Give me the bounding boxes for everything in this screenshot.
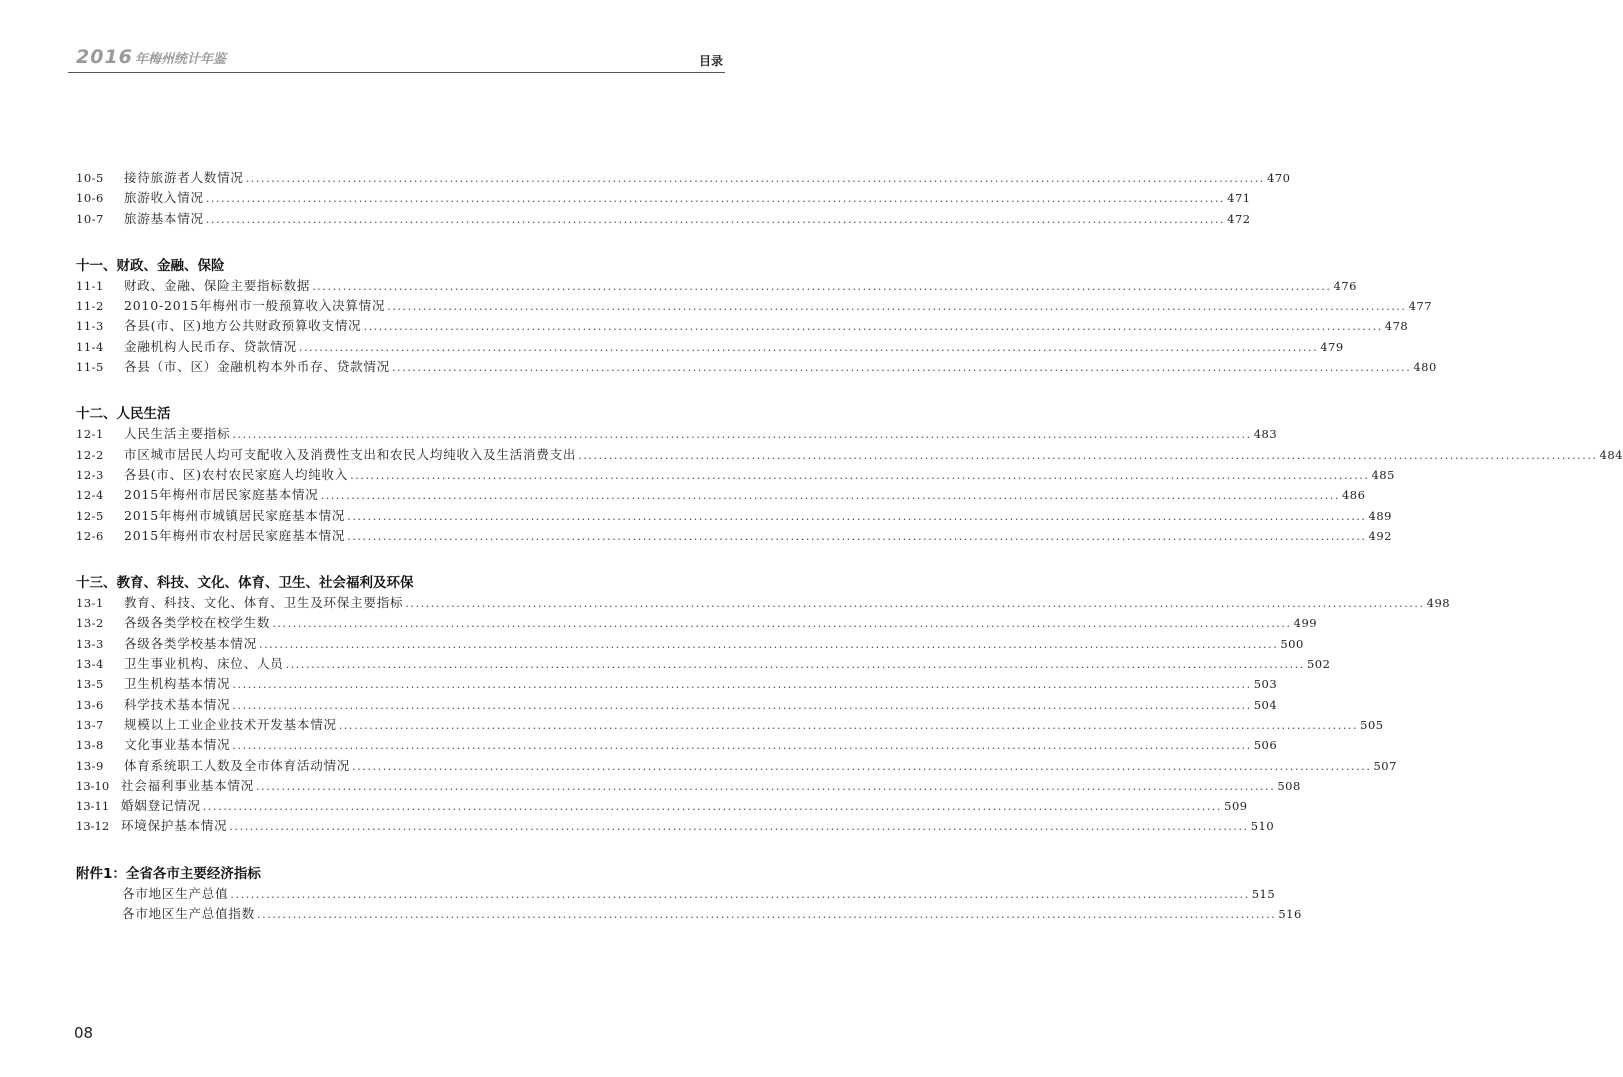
dot-leader: ........................................................................................................................................................................................................ (387, 300, 1407, 314)
entry-title: 财政、金融、保险主要指标数据 (124, 277, 311, 293)
dot-leader: ........................................................................................................................................................................................................ (405, 597, 1425, 611)
section-label: 目录 (698, 54, 723, 68)
toc-entry[interactable] (76, 526, 1392, 546)
toc-entry[interactable] (76, 465, 1395, 485)
toc-entry[interactable] (76, 424, 1278, 444)
dot-leader: ........................................................................................................................................................................................................ (232, 678, 1252, 692)
entry-page-number: 498 (1426, 596, 1451, 611)
entry-number: 13-11 (76, 799, 110, 814)
toc-entry[interactable] (76, 674, 1278, 694)
entry-title: 2015年梅州市农村居民家庭基本情况 (124, 527, 346, 543)
toc-entry[interactable] (76, 168, 1291, 188)
entry-number: 12-6 (76, 528, 104, 543)
toc-entry[interactable] (76, 796, 1248, 816)
dot-leader: ........................................................................................................................................................................................................ (272, 617, 1292, 631)
entry-title: 文化事业基本情况 (124, 737, 231, 753)
toc-entry[interactable] (76, 296, 1433, 316)
entry-page-number: 477 (1408, 299, 1433, 314)
entry-number: 13-1 (76, 596, 104, 611)
entry-number: 13-3 (76, 636, 104, 651)
entry-page-number: 478 (1384, 319, 1409, 334)
entry-title: 人民生活主要指标 (124, 426, 231, 442)
entry-title: 各级各类学校基本情况 (124, 635, 258, 651)
entry-page-number: 489 (1368, 508, 1392, 523)
entry-number: 12-1 (76, 427, 104, 442)
entry-title: 2015年梅州市城镇居民家庭基本情况 (124, 507, 346, 523)
entry-page-number: 480 (1413, 360, 1437, 375)
toc-entry[interactable] (76, 276, 1357, 296)
entry-page-number: 505 (1360, 717, 1384, 732)
toc-entry[interactable] (76, 634, 1304, 654)
entry-title: 各级各类学校在校学生数 (124, 615, 271, 631)
toc-entry[interactable] (76, 337, 1344, 357)
entry-page-number: 510 (1250, 819, 1275, 834)
toc-entry[interactable] (76, 506, 1392, 526)
entry-number: 12-4 (76, 488, 104, 503)
entry-title: 各县(市、区)地方公共财政预算收支情况 (124, 318, 362, 334)
entry-page-number: 471 (1227, 191, 1251, 206)
entry-number: 10-6 (76, 191, 104, 206)
dot-leader: ........................................................................................................................................................................................................ (347, 529, 1367, 543)
entry-title: 各县(市、区)农村农民家庭人均纯收入 (124, 466, 349, 482)
toc-entry[interactable] (76, 756, 1397, 776)
toc-entry[interactable] (76, 357, 1437, 377)
entry-number: 13-12 (76, 819, 110, 834)
entry-title: 旅游收入情况 (124, 190, 204, 206)
dot-leader: ........................................................................................................................................................................................................ (245, 172, 1266, 185)
toc-entry[interactable] (76, 209, 1251, 229)
toc-entry[interactable] (76, 593, 1451, 613)
dot-leader: ........................................................................................................................................................................................................ (256, 779, 1276, 793)
dot-leader: ........................................................................................................................................................................................................ (312, 279, 1332, 293)
toc-section (76, 168, 1291, 229)
entry-page-number: 508 (1277, 778, 1301, 793)
entry-page-number: 515 (1251, 886, 1276, 901)
toc-section (76, 864, 1302, 925)
section-heading: 附件1：全省各市主要经济指标 (76, 865, 261, 882)
entry-number: 12-3 (76, 467, 104, 482)
entry-title: 科学技术基本情况 (124, 696, 231, 712)
entry-number: 11-1 (76, 278, 104, 293)
dot-leader: ........................................................................................................................................................................................................ (363, 320, 1383, 334)
entry-title: 教育、科技、文化、体育、卫生及环保主要指标 (124, 595, 404, 611)
entry-page-number: 483 (1253, 427, 1278, 442)
dot-leader: ........................................................................................................................................................................................................ (352, 759, 1372, 773)
section-heading: 十三、教育、科技、文化、体育、卫生、社会福利及环保 (76, 575, 414, 592)
dot-leader: ........................................................................................................................................................................................................ (257, 908, 1277, 922)
entry-title: 2010-2015年梅州市一般预算收入决算情况 (124, 298, 386, 314)
dot-leader: ........................................................................................................................................................................................................ (230, 887, 1250, 901)
entry-number: 13-8 (76, 738, 104, 753)
dot-leader: ........................................................................................................................................................................................................ (392, 361, 1412, 375)
dot-leader: ........................................................................................................................................................................................................ (205, 212, 1226, 226)
dot-leader: ........................................................................................................................................................................................................ (578, 448, 1598, 462)
entry-number: 11-4 (76, 339, 104, 354)
toc-entry[interactable] (76, 715, 1384, 735)
entry-number: 13-10 (76, 778, 110, 793)
entry-page-number: 479 (1320, 339, 1344, 354)
dot-leader: ........................................................................................................................................................................................................ (232, 428, 1252, 442)
entry-title: 环境保护基本情况 (121, 818, 228, 834)
entry-page-number: 484 (1599, 447, 1623, 462)
toc-entry[interactable] (76, 485, 1366, 505)
toc-entry[interactable] (76, 816, 1275, 836)
entry-page-number: 509 (1224, 799, 1248, 814)
entry-title: 市区城市居民人均可支配收入及消费性支出和农民人均纯收入及生活消费支出 (124, 446, 577, 462)
entry-number: 13-5 (76, 677, 104, 692)
entry-page-number: 492 (1368, 528, 1392, 543)
entry-number: 11-5 (76, 360, 104, 375)
dot-leader: ........................................................................................................................................................................................................ (338, 718, 1359, 732)
entry-title: 接待旅游者人数情况 (124, 170, 244, 185)
entry-page-number: 486 (1341, 488, 1366, 503)
entry-number: 11-3 (76, 319, 104, 334)
dot-leader: ........................................................................................................................................................................................................ (298, 340, 1319, 354)
entry-title: 婚姻登记情况 (121, 798, 201, 814)
toc-entry[interactable] (76, 613, 1318, 633)
toc-entry[interactable] (76, 884, 1276, 904)
toc-section (76, 256, 1437, 377)
entry-title: 社会福利事业基本情况 (121, 777, 255, 793)
entry-number: 13-4 (76, 657, 104, 672)
page-header (68, 46, 725, 73)
entry-title: 各市地区生产总值指数 (122, 906, 256, 922)
entry-number: 12-5 (76, 508, 104, 523)
yearbook-name: 年梅州统计年鉴 (134, 52, 226, 67)
entry-page-number: 500 (1280, 636, 1304, 651)
toc-section (76, 404, 1623, 546)
entry-page-number: 502 (1306, 657, 1331, 672)
entry-title: 体育系统职工人数及全市体育活动情况 (124, 757, 351, 773)
dot-leader: ........................................................................................................................................................................................................ (285, 658, 1305, 672)
toc-entry[interactable] (76, 904, 1302, 924)
toc-entry[interactable] (76, 735, 1278, 755)
section-heading: 十二、人民生活 (76, 406, 171, 423)
dot-leader: ........................................................................................................................................................................................................ (259, 637, 1279, 651)
toc-entry[interactable] (76, 776, 1301, 796)
yearbook-year: 2016 (76, 46, 133, 68)
entry-page-number: 472 (1227, 211, 1251, 226)
entry-title: 各县（市、区）金融机构本外币存、贷款情况 (124, 359, 391, 375)
entry-page-number: 470 (1267, 171, 1291, 185)
entry-page-number: 476 (1333, 278, 1357, 293)
entry-number: 10-7 (76, 211, 104, 226)
entry-page-number: 499 (1293, 616, 1318, 631)
yearbook-title (76, 46, 226, 68)
section-heading: 十一、财政、金融、保险 (76, 257, 225, 274)
dot-leader: ........................................................................................................................................................................................................ (205, 192, 1226, 206)
page-number: 08 (74, 1024, 94, 1042)
entry-number: 10-5 (76, 171, 104, 185)
entry-number: 12-2 (76, 447, 104, 462)
entry-page-number: 516 (1278, 907, 1302, 922)
entry-title: 金融机构人民币存、贷款情况 (124, 338, 297, 354)
entry-title: 各市地区生产总值 (122, 885, 229, 901)
entry-title: 卫生事业机构、床位、人员 (124, 656, 284, 672)
entry-page-number: 504 (1253, 697, 1278, 712)
entry-number: 13-7 (76, 717, 104, 732)
dot-leader: ........................................................................................................................................................................................................ (232, 698, 1252, 712)
entry-number: 13-9 (76, 758, 104, 773)
entry-number: 13-2 (76, 616, 104, 631)
dot-leader: ........................................................................................................................................................................................................ (320, 489, 1340, 503)
dot-leader: ........................................................................................................................................................................................................ (232, 739, 1252, 753)
toc-entry[interactable] (76, 445, 1623, 465)
entry-title: 卫生机构基本情况 (124, 676, 231, 692)
entry-title: 规模以上工业企业技术开发基本情况 (124, 716, 337, 732)
entry-number: 11-2 (76, 299, 104, 314)
entry-title: 旅游基本情况 (124, 210, 204, 226)
dot-leader: ........................................................................................................................................................................................................ (229, 820, 1249, 834)
toc-section (76, 573, 1451, 837)
entry-page-number: 507 (1373, 758, 1397, 773)
toc-entry[interactable] (76, 316, 1409, 336)
toc-entry[interactable] (76, 654, 1331, 674)
entry-page-number: 503 (1253, 677, 1278, 692)
toc-entry[interactable] (76, 188, 1251, 208)
dot-leader: ........................................................................................................................................................................................................ (350, 468, 1370, 482)
toc-entry[interactable] (76, 695, 1278, 715)
dot-leader: ........................................................................................................................................................................................................ (347, 509, 1367, 523)
entry-title: 2015年梅州市居民家庭基本情况 (124, 487, 319, 503)
entry-page-number: 485 (1371, 467, 1395, 482)
table-of-contents (76, 168, 1623, 951)
entry-page-number: 506 (1253, 738, 1278, 753)
entry-number: 13-6 (76, 697, 104, 712)
dot-leader: ........................................................................................................................................................................................................ (202, 800, 1223, 814)
